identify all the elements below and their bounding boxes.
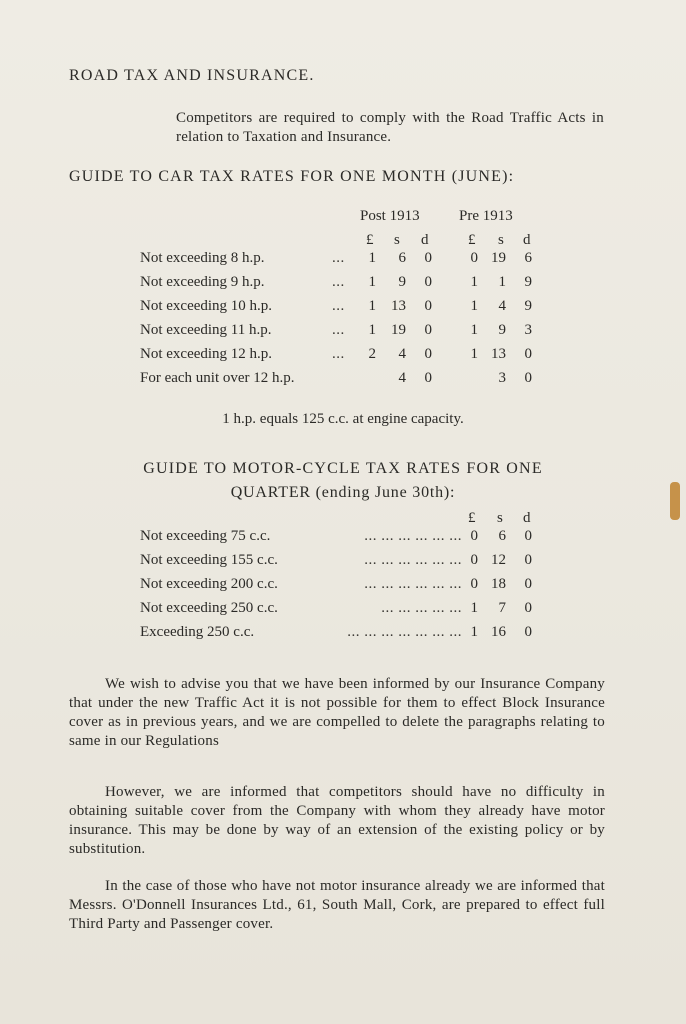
row-leader: ... ... ... ... ... ... (364, 528, 462, 544)
car-tax-row (140, 270, 540, 294)
paragraph-insurance-block: We wish to advise you that we have been informed by our Insurance Company that under the new Traffic Act it is not possible for them to effect Block Insurance cover as in previous years, and we are compelled to delete the paragraphs relating to same in our Regulations (69, 676, 605, 749)
unit-shilling-post: s (394, 232, 400, 248)
pence: 0 (524, 552, 532, 568)
pre-pounds: 0 (470, 250, 478, 266)
pre-shillings: 3 (498, 370, 506, 386)
shillings: 12 (491, 552, 506, 568)
post-pounds: 1 (368, 250, 376, 266)
pence: 0 (524, 576, 532, 592)
row-label: Not exceeding 11 h.p. (140, 322, 272, 338)
pre-pounds: 1 (470, 346, 478, 362)
row-label: Not exceeding 155 c.c. (140, 552, 278, 568)
unit-pence-pre: d (523, 232, 531, 248)
unit-pound-post: £ (366, 232, 374, 248)
shillings: 7 (498, 600, 506, 616)
car-guide-heading: GUIDE TO CAR TAX RATES FOR ONE MONTH (JUNE): (69, 168, 515, 185)
pre-pence: 9 (524, 298, 532, 314)
pre-pounds: 1 (470, 298, 478, 314)
row-label: Not exceeding 9 h.p. (140, 274, 265, 290)
pre-shillings: 13 (491, 346, 506, 362)
post-pence: 0 (424, 250, 432, 266)
shillings: 6 (498, 528, 506, 544)
row-label: Not exceeding 200 c.c. (140, 576, 278, 592)
post-shillings: 6 (398, 250, 406, 266)
col-post-1913: Post 1913 (360, 208, 420, 224)
pounds: 1 (470, 600, 478, 616)
hp-note: 1 h.p. equals 125 c.c. at engine capacity. (222, 411, 464, 427)
row-label: Not exceeding 75 c.c. (140, 528, 271, 544)
car-tax-row (140, 342, 540, 366)
moto-tax-table (140, 524, 540, 644)
pence: 0 (524, 528, 532, 544)
post-pounds: 1 (368, 298, 376, 314)
pence: 0 (524, 600, 532, 616)
post-pounds: 1 (368, 322, 376, 338)
moto-unit-shilling: s (497, 510, 503, 526)
shillings: 16 (491, 624, 506, 640)
post-pence: 0 (424, 346, 432, 362)
pounds: 0 (470, 576, 478, 592)
row-leader: ... ... ... ... ... ... (364, 576, 462, 592)
moto-tax-row (140, 572, 540, 596)
row-leader: ... (332, 298, 345, 314)
pre-shillings: 19 (491, 250, 506, 266)
row-leader: ... (332, 274, 345, 290)
post-pence: 0 (424, 322, 432, 338)
pre-pounds: 1 (470, 322, 478, 338)
car-tax-row (140, 366, 540, 390)
post-pence: 0 (424, 370, 432, 386)
row-leader: ... (332, 322, 345, 338)
pounds: 0 (470, 552, 478, 568)
pre-pence: 9 (524, 274, 532, 290)
moto-tax-row (140, 596, 540, 620)
row-label: Not exceeding 12 h.p. (140, 346, 273, 362)
post-shillings: 4 (398, 346, 406, 362)
car-tax-row (140, 294, 540, 318)
moto-tax-row (140, 548, 540, 572)
moto-guide-heading-line1: GUIDE TO MOTOR-CYCLE TAX RATES FOR ONE (143, 460, 543, 477)
post-pence: 0 (424, 274, 432, 290)
paper-stain (670, 482, 680, 520)
post-pence: 0 (424, 298, 432, 314)
row-leader: ... ... ... ... ... ... (364, 552, 462, 568)
row-leader: ... ... ... ... ... (381, 600, 462, 616)
row-label: For each unit over 12 h.p. (140, 370, 295, 386)
moto-unit-pound: £ (468, 510, 476, 526)
moto-tax-row (140, 620, 540, 644)
row-leader: ... (332, 346, 345, 362)
pre-shillings: 9 (498, 322, 506, 338)
row-label: Not exceeding 8 h.p. (140, 250, 265, 266)
car-tax-row (140, 246, 540, 270)
pence: 0 (524, 624, 532, 640)
moto-guide-heading-line2: QUARTER (ending June 30th): (230, 484, 456, 501)
unit-shilling-pre: s (498, 232, 504, 248)
pre-pence: 0 (524, 346, 532, 362)
road-tax-text: Competitors are required to comply with the Road Traffic Acts in relation to Taxation and Insurance. (176, 110, 604, 145)
pre-pence: 3 (524, 322, 532, 338)
pre-shillings: 1 (498, 274, 506, 290)
col-pre-1913: Pre 1913 (459, 208, 513, 224)
post-shillings: 4 (398, 370, 406, 386)
row-label: Exceeding 250 c.c. (140, 624, 255, 640)
car-tax-row (140, 318, 540, 342)
pounds: 1 (470, 624, 478, 640)
pre-pounds: 1 (470, 274, 478, 290)
paragraph-existing-cover: However, we are informed that competitors should have no difficulty in obtaining suitable cover from the Company with whom they already have motor insurance. This may be done by way of an extension of the existing policy or by substitution. (69, 784, 605, 857)
pounds: 0 (470, 528, 478, 544)
post-shillings: 13 (391, 298, 406, 314)
moto-unit-pence: d (523, 510, 531, 526)
row-leader: ... (332, 250, 345, 266)
post-shillings: 9 (398, 274, 406, 290)
paragraph-odonnell: In the case of those who have not motor insurance already we are informed that Messrs. O'Donnell Insurances Ltd., 61, South Mall, Cork, are prepared to effect full Third Party and Passenger cover. (69, 878, 605, 932)
row-label: Not exceeding 10 h.p. (140, 298, 273, 314)
unit-pound-pre: £ (468, 232, 476, 248)
pre-shillings: 4 (498, 298, 506, 314)
post-shillings: 19 (391, 322, 406, 338)
row-leader: ... ... ... ... ... ... ... (347, 624, 462, 640)
post-pounds: 2 (368, 346, 376, 362)
pre-pence: 6 (524, 250, 532, 266)
road-tax-heading: ROAD TAX AND INSURANCE. (69, 67, 315, 84)
row-label: Not exceeding 250 c.c. (140, 600, 278, 616)
post-pounds: 1 (368, 274, 376, 290)
pre-pence: 0 (524, 370, 532, 386)
moto-tax-row (140, 524, 540, 548)
shillings: 18 (491, 576, 506, 592)
car-tax-table (140, 246, 540, 390)
unit-pence-post: d (421, 232, 429, 248)
